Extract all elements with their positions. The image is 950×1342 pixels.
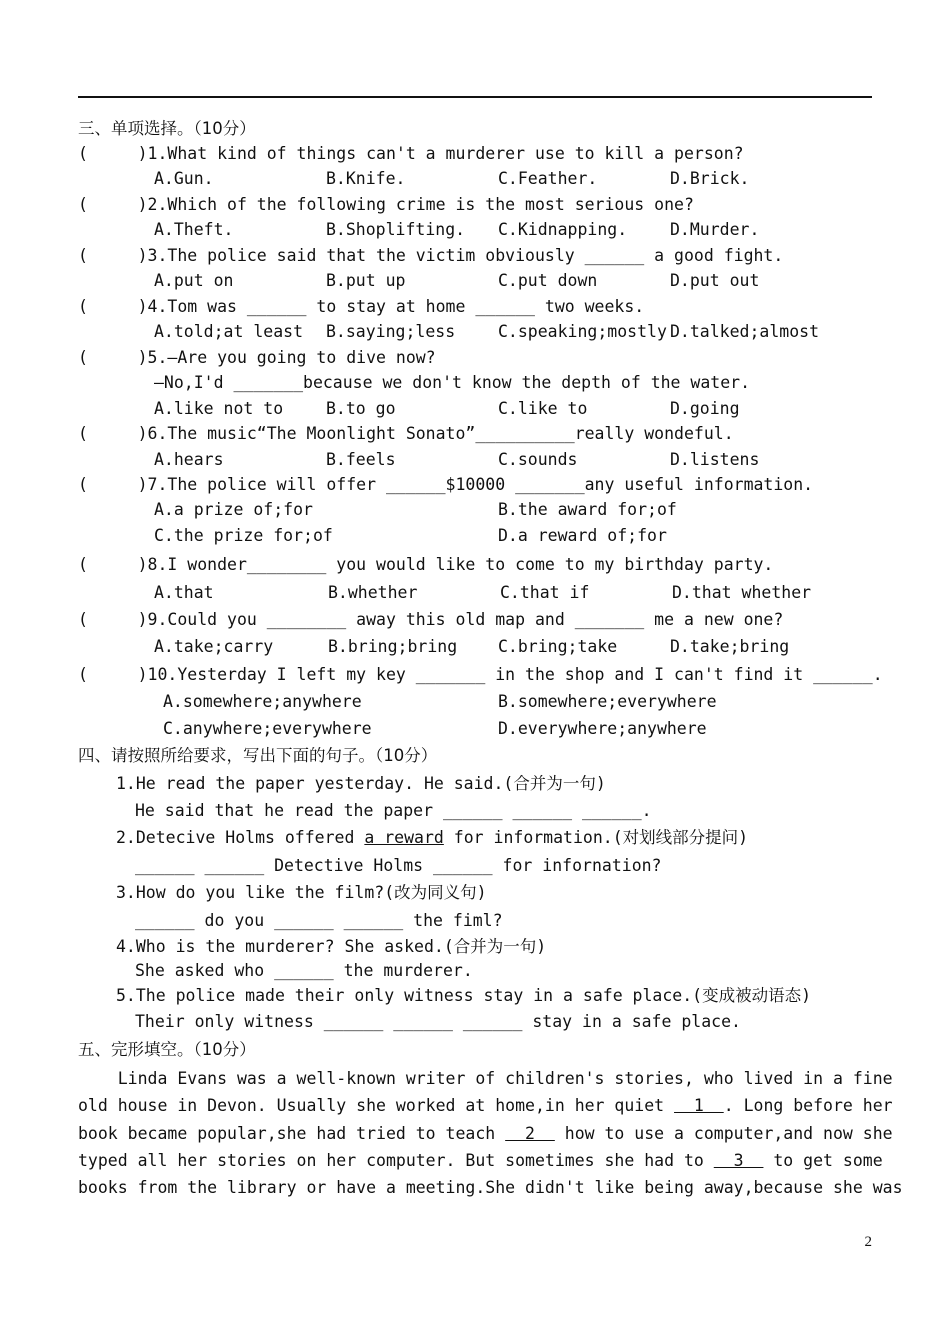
q1-option-c: C.Feather. [498, 169, 598, 188]
q8-option-a: A.that [154, 583, 214, 602]
q5-option-c: C.like to [498, 399, 588, 418]
s4-item3-question: 3.How do you like the film?(改为同义句) [116, 883, 487, 902]
s4-item2-answer: ______ ______ Detective Holms ______ for infornation? [135, 856, 662, 875]
q3-option-c: C.put down [498, 271, 598, 290]
q5-option-d: D.going [670, 399, 740, 418]
q8-option-b: B.whether [328, 583, 418, 602]
q10-option-d: D.everywhere;anywhere [498, 719, 707, 738]
passage-line-1 [78, 1069, 893, 1089]
passage-line-2 [78, 1096, 893, 1116]
q8-stem: ( )8.I wonder________ you would like to come to my birthday party. [78, 555, 774, 574]
q8-option-c: C.that if [500, 583, 590, 602]
s4-item2-question-end: for information.(对划线部分提问) [443, 828, 749, 847]
section5-title: 五、完形填空。（10分） [78, 1040, 256, 1059]
passage-text: Linda Evans was a well-known writer of children's stories, who lived in a fine [78, 1069, 893, 1088]
q5-option-b: B.to go [326, 399, 396, 418]
q10-option-c: C.anywhere;everywhere [163, 719, 372, 738]
q2-stem: ( )2.Which of the following crime is the most serious one? [78, 195, 694, 214]
q4-option-a: A.told;at least [154, 322, 304, 341]
s4-item5-answer: Their only witness ______ ______ ______ stay in a safe place. [135, 1012, 741, 1031]
blank-3: 3 [713, 1151, 764, 1170]
q3-option-d: D.put out [670, 271, 760, 290]
passage-line-3 [78, 1124, 893, 1144]
s4-item2-underlined-phrase: a reward [364, 828, 444, 847]
passage-text: book became popular,she had tried to teach [78, 1124, 506, 1143]
q6-option-c: C.sounds [498, 450, 578, 469]
passage-text: to get some [763, 1151, 883, 1170]
q6-option-b: B.feels [326, 450, 396, 469]
passage-text: how to use a computer,and now she [554, 1124, 893, 1143]
q2-option-b: B.Shoplifting. [326, 220, 466, 239]
q10-stem: ( )10.Yesterday I left my key _______ in the shop and I can't find it ______. [78, 665, 883, 684]
q9-option-b: B.bring;bring [328, 637, 458, 656]
q4-option-d: D.talked;almost [670, 322, 820, 341]
section3-title: 三、单项选择。（10分） [78, 119, 256, 138]
q3-option-b: B.put up [326, 271, 406, 290]
q8-option-d: D.that whether [672, 583, 812, 602]
q4-option-c: C.speaking;mostly [498, 322, 667, 341]
s4-item2-question-start: 2.Detecive Holms offered [116, 828, 365, 847]
passage-text: . Long before her [723, 1096, 893, 1115]
blank-1: 1 [674, 1096, 724, 1115]
passage-text: old house in Devon. Usually she worked at home,in her quiet [78, 1096, 675, 1115]
q7-option-d: D.a reward of;for [498, 526, 667, 545]
q5-stem-line2: —No,I'd _______because we don't know the depth of the water. [154, 373, 751, 392]
q7-option-a: A.a prize of;for [154, 500, 313, 519]
passage-line-4 [78, 1151, 883, 1171]
q10-option-b: B.somewhere;everywhere [498, 692, 717, 711]
q2-option-a: A.Theft. [154, 220, 234, 239]
q7-stem: ( )7.The police will offer ______$10000 _______any useful information. [78, 475, 814, 494]
q3-stem: ( )3.The police said that the victim obviously ______ a good fight. [78, 246, 784, 265]
section4-title: 四、请按照所给要求，写出下面的句子。（10分） [78, 746, 438, 765]
q6-option-d: D.listens [670, 450, 760, 469]
header-rule [78, 96, 872, 98]
q5-stem: ( )5.—Are you going to dive now? [78, 348, 436, 367]
s4-item4-question: 4.Who is the murderer? She asked.(合并为一句) [116, 937, 547, 956]
s4-item5-question: 5.The police made their only witness stay in a safe place.(变成被动语态) [116, 986, 812, 1005]
q5-option-a: A.like not to [154, 399, 284, 418]
q6-stem: ( )6.The music“The Moonlight Sonato”__________really wondeful. [78, 424, 734, 443]
q7-option-c: C.the prize for;of [154, 526, 333, 545]
q4-option-b: B.saying;less [326, 322, 456, 341]
q9-option-c: C.bring;take [498, 637, 618, 656]
page-number: 2 [864, 1234, 872, 1250]
q9-stem: ( )9.Could you ________ away this old map and _______ me a new one? [78, 610, 784, 629]
q3-option-a: A.put on [154, 271, 234, 290]
blank-2: 2 [505, 1124, 555, 1143]
s4-item3-answer: ______ do you ______ ______ the fiml? [135, 911, 503, 930]
q1-option-b: B.Knife. [326, 169, 406, 188]
s4-item1-question: 1.He read the paper yesterday. He said.(合并为一句) [116, 774, 606, 793]
q7-option-b: B.the award for;of [498, 500, 677, 519]
passage-text: typed all her stories on her computer. But sometimes she had to [78, 1151, 714, 1170]
q2-option-d: D.Murder. [670, 220, 760, 239]
q4-stem: ( )4.Tom was ______ to stay at home ______ two weeks. [78, 297, 645, 316]
q1-stem: ( )1.What kind of things can't a murderer use to kill a person? [78, 144, 744, 163]
s4-item4-answer: She asked who ______ the murderer. [135, 961, 473, 980]
q2-option-c: C.Kidnapping. [498, 220, 628, 239]
q1-option-d: D.Brick. [670, 169, 750, 188]
q6-option-a: A.hears [154, 450, 224, 469]
s4-item1-answer: He said that he read the paper ______ ______ ______. [135, 801, 652, 820]
passage-line-5 [78, 1178, 903, 1198]
passage-text: books from the library or have a meeting.She didn't like being away,because she was [78, 1178, 903, 1197]
q10-option-a: A.somewhere;anywhere [163, 692, 362, 711]
q9-option-d: D.take;bring [670, 637, 790, 656]
q9-option-a: A.take;carry [154, 637, 274, 656]
q1-option-a: A.Gun. [154, 169, 214, 188]
s4-item2-question [116, 828, 748, 848]
